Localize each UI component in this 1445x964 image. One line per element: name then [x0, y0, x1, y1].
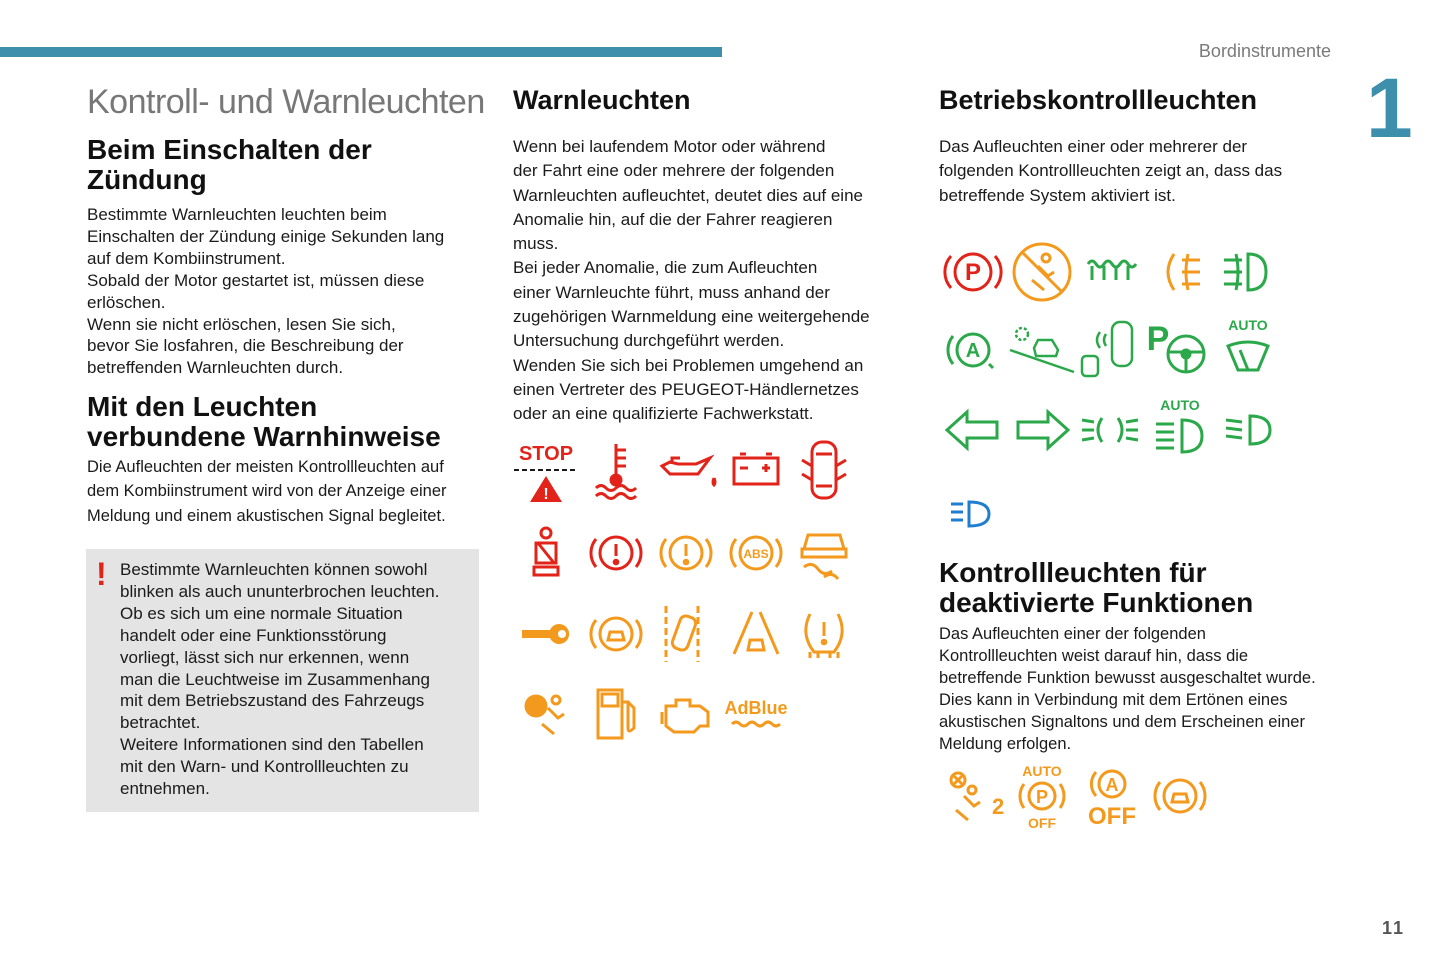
paragraph-betriebskontrollleuchten: Das Aufleuchten einer oder mehrerer der folgenden Kontrollleuchten zeigt an, dass das betreffende System aktiviert ist.	[939, 137, 1283, 205]
low-beam-icon	[1214, 396, 1282, 464]
lane-keeping-icon	[722, 600, 790, 668]
passenger-airbag-icon	[512, 680, 580, 748]
parking-brake-icon	[939, 238, 1007, 306]
brake-fault-icon	[652, 519, 720, 587]
park-assist-icon	[1076, 316, 1144, 384]
emergency-braking-off-icon	[1146, 764, 1214, 832]
auto-park-brake-off-icon	[1008, 764, 1076, 832]
svg-text:OFF: OFF	[1088, 803, 1136, 830]
svg-text:P: P	[964, 259, 982, 286]
heading-betriebskontrollleuchten: Betriebskontrollleuchten	[939, 85, 1258, 115]
svg-text:2: 2	[992, 794, 1005, 819]
svg-text:AUTO: AUTO	[1022, 763, 1062, 779]
auto-headlamp-icon	[1146, 396, 1214, 464]
lane-departure-icon	[652, 600, 720, 668]
preheat-icon	[1076, 238, 1144, 306]
svg-text:ABS: ABS	[743, 547, 769, 561]
paragraph-deactivated: Das Aufleuchten einer der folgenden Kontrollleuchten weist darauf hin, dass die betreffende Funktion bewusst ausgeschaltet wurde. Dies kann in Verbindung mit dem Ertönen eines akustischen Signaltons und dem Erscheinen einer Meldung erfolgen.	[939, 625, 1316, 753]
paragraph-warnings: Die Aufleuchten der meisten Kontrollleuchten auf dem Kombiinstrument wird von der Anzeige einer Meldung und einem akustischen Signal begleitet.	[87, 458, 447, 525]
high-beam-icon	[939, 480, 1007, 548]
svg-text:AUTO: AUTO	[1160, 397, 1200, 413]
svg-text:OFF: OFF	[1028, 815, 1056, 831]
auto-wiper-icon	[1214, 316, 1282, 384]
hill-descent-icon	[1008, 316, 1076, 384]
svg-text:AUTO: AUTO	[1228, 317, 1268, 333]
airbag-off-icon	[1008, 238, 1076, 306]
heading-warnings: Mit den Leuchten verbundene Warnhinweise	[87, 391, 441, 452]
passenger-airbag-off-icon	[942, 764, 1010, 832]
paragraph-ignition: Bestimmte Warnleuchten leuchten beim Einschalten der Zündung einige Sekunden lang auf dem Kombiinstrument. Sobald der Motor gestartet ist, müssen diese erlöschen. Wenn sie nicht erlöschen, lesen Sie sich, bevor Sie losfahren, die Beschreibung der betreffenden Warnleuchten durch.	[87, 205, 445, 378]
sidelights-icon	[1076, 396, 1144, 464]
active-braking-off-icon	[1078, 764, 1146, 832]
door-open-icon	[790, 436, 858, 504]
svg-text:P: P	[1035, 787, 1049, 807]
section-title: Bordinstrumente	[1198, 41, 1331, 61]
active-braking-auto-icon	[939, 316, 1007, 384]
svg-text:P: P	[1146, 320, 1170, 358]
top-accent-bar	[0, 47, 722, 57]
warning-text: Bestimmte Warnleuchten können sowohl blinken als auch ununterbrochen leuchten. Ob es sich um eine normale Situation handelt oder eine Funktionsstörung vorliegt, lässt sich nur erkennen, wenn man die Leuchtweise im Zusammenhang mit dem Betriebszustand des Fahrzeugs betrachtet. Weitere Informationen sind den Tabellen mit den Warn- und Kontrollleuchten zu entnehmen.	[120, 560, 440, 799]
abs-icon	[722, 519, 790, 587]
warning-exclamation-icon: !	[96, 556, 107, 592]
coolant-temperature-icon	[582, 436, 650, 504]
tyre-pressure-icon	[790, 600, 858, 668]
svg-text:A: A	[1105, 775, 1119, 795]
page-number: 11	[1381, 918, 1405, 938]
park-steering-icon	[1146, 316, 1214, 384]
svg-text:!: !	[543, 486, 549, 503]
heading-ignition: Beim Einschalten der Zündung	[87, 134, 372, 195]
turn-left-icon	[939, 396, 1007, 464]
brake-warning-icon	[582, 519, 650, 587]
heading-warnleuchten: Warnleuchten	[513, 85, 691, 115]
heading-deactivated: Kontrollleuchten für deaktivierte Funktionen	[939, 557, 1254, 618]
turn-right-icon	[1008, 396, 1076, 464]
stability-control-icon	[790, 519, 858, 587]
main-title: Kontroll- und Warnleuchten	[87, 83, 485, 121]
front-fog-light-icon	[1214, 238, 1282, 306]
engine-fault-icon	[652, 680, 720, 748]
svg-text:AdBlue: AdBlue	[724, 698, 788, 718]
stop-warning-icon	[512, 438, 580, 506]
fuel-level-icon	[582, 680, 650, 748]
rear-fog-light-icon	[1146, 238, 1214, 306]
battery-icon	[722, 436, 790, 504]
svg-text:A: A	[965, 340, 981, 362]
seatbelt-icon	[512, 519, 580, 587]
adblue-icon	[722, 680, 790, 748]
svg-text:STOP: STOP	[518, 443, 574, 465]
oil-pressure-icon	[652, 436, 720, 504]
service-wrench-icon	[512, 600, 580, 668]
autonomous-braking-icon	[582, 600, 650, 668]
paragraph-warnleuchten: Wenn bei laufendem Motor oder während der Fahrt eine oder mehrere der folgenden Warnleuchten aufleuchtet, deutet dies auf eine Anomalie hin, auf die der Fahrer reagieren muss. Bei jeder Anomalie, die zum Aufleuchten einer Warnleuchte führt, muss anhand der zugehörigen Warnmeldung eine weitergehende Untersuchung durchgeführt werden. Wenden Sie sich bei Problemen umgehend an einen Vertreter des PEUGEOT-Händlernetzes oder an eine qualifizierte Fachwerkstatt.	[513, 137, 870, 424]
chapter-number: 1	[1366, 61, 1413, 155]
